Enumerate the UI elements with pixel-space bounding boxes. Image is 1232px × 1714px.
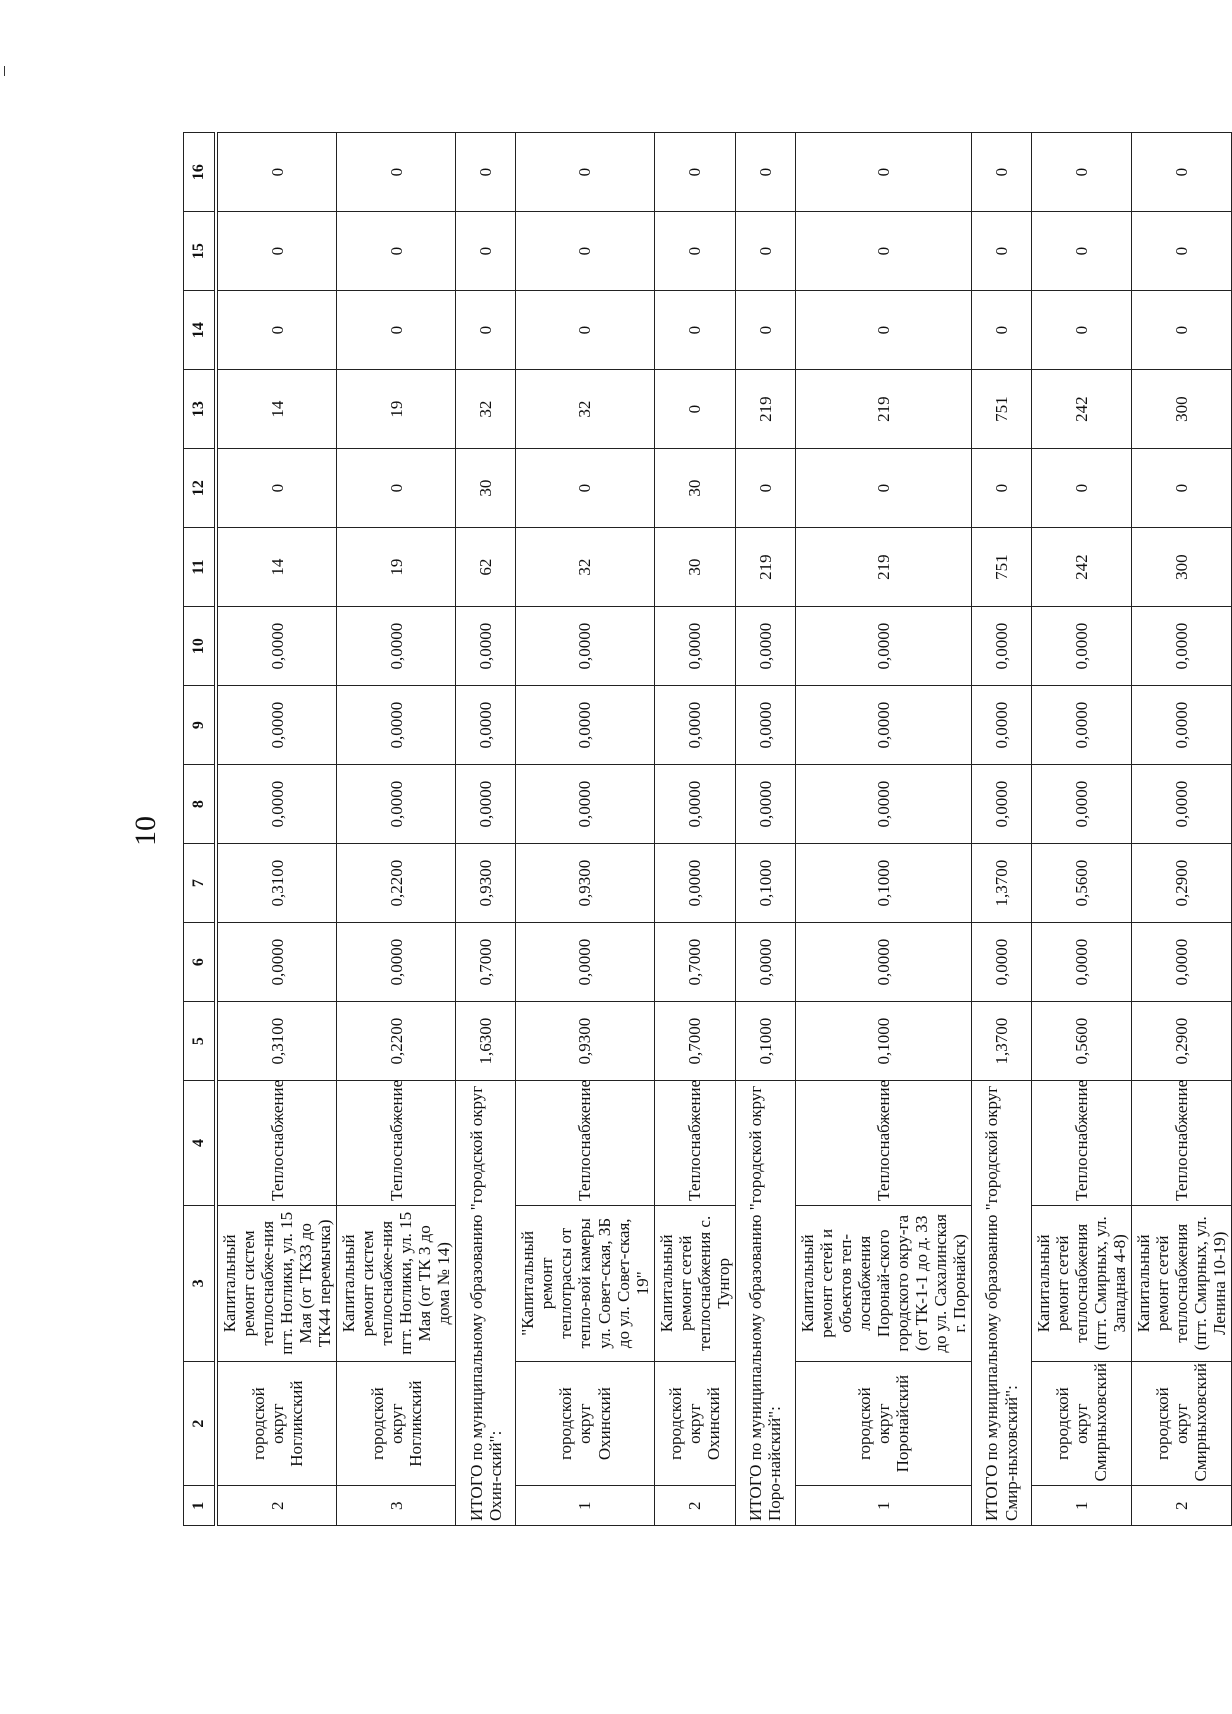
- total-label: ИТОГО по муниципальному образованию "городской округ Охин-ский":: [456, 1081, 516, 1526]
- table-cell: 0,0000: [654, 607, 735, 686]
- table-cell: 300: [1132, 370, 1232, 449]
- scan-mark: [4, 66, 5, 76]
- table-cell: 0,7000: [654, 923, 735, 1002]
- table-cell: 0: [1032, 212, 1132, 291]
- table-cell: 0: [216, 212, 337, 291]
- table-cell: 0: [1132, 291, 1232, 370]
- table-cell: 0,0000: [216, 686, 337, 765]
- table-cell: 0: [795, 291, 971, 370]
- table-cell: 0,0000: [972, 686, 1032, 765]
- table-cell: 2: [1132, 1486, 1232, 1526]
- table-cell: 751: [972, 528, 1032, 607]
- table-cell: 0,9300: [516, 1002, 654, 1081]
- table-cell: 0: [216, 291, 337, 370]
- table-cell: 0,0000: [216, 765, 337, 844]
- table-cell: 0: [972, 449, 1032, 528]
- table-cell: 0,0000: [1032, 765, 1132, 844]
- table-cell: 1: [516, 1486, 654, 1526]
- rotated-table-container: [183, 132, 1230, 1526]
- table-cell: Капитальный ремонт систем теплоснабже-ния пгт. Ноглики, ул. 15 Мая (от ТК 3 до дома № 14): [337, 1205, 456, 1361]
- table-cell: 0,0000: [735, 765, 795, 844]
- table-cell: Теплоснабжение: [795, 1081, 971, 1206]
- table-cell: 0,0000: [795, 765, 971, 844]
- table-cell: 0,0000: [1132, 765, 1232, 844]
- table-cell: 0,0000: [654, 686, 735, 765]
- table-cell: 0,0000: [337, 686, 456, 765]
- table-body: [216, 133, 1232, 1526]
- total-row: [735, 133, 795, 1526]
- table-cell: 0: [456, 212, 516, 291]
- column-header: 1: [184, 1486, 217, 1526]
- table-row: [516, 133, 654, 1526]
- table-cell: городской округ Поронайский: [795, 1361, 971, 1486]
- table-cell: 0,0000: [735, 607, 795, 686]
- table-cell: Теплоснабжение: [516, 1081, 654, 1206]
- table-cell: 32: [516, 370, 654, 449]
- table-cell: 0: [456, 291, 516, 370]
- table-cell: городской округ Охинский: [654, 1361, 735, 1486]
- table-cell: 0: [735, 212, 795, 291]
- table-cell: 0: [516, 133, 654, 212]
- table-cell: 0,0000: [516, 765, 654, 844]
- table-cell: 0,0000: [1032, 923, 1132, 1002]
- table-cell: 0: [972, 291, 1032, 370]
- table-row: [1132, 133, 1232, 1526]
- table-cell: 30: [654, 528, 735, 607]
- table-cell: 1: [795, 1486, 971, 1526]
- table-cell: 1,3700: [972, 844, 1032, 923]
- table-cell: 19: [337, 370, 456, 449]
- table-cell: 14: [216, 370, 337, 449]
- table-cell: Теплоснабжение: [654, 1081, 735, 1206]
- column-header: 5: [184, 1002, 217, 1081]
- table-cell: 0,0000: [337, 607, 456, 686]
- table-row: [654, 133, 735, 1526]
- column-header: 13: [184, 370, 217, 449]
- table-cell: 0: [735, 291, 795, 370]
- table-cell: Теплоснабжение: [1032, 1081, 1132, 1206]
- table-cell: 0,0000: [1132, 607, 1232, 686]
- column-header: 7: [184, 844, 217, 923]
- column-header: 9: [184, 686, 217, 765]
- table-cell: городской округ Ногликский: [337, 1361, 456, 1486]
- table-cell: 0,0000: [735, 923, 795, 1002]
- table-row: [1032, 133, 1132, 1526]
- table-cell: 0: [516, 449, 654, 528]
- table-cell: 0,0000: [735, 686, 795, 765]
- table-cell: 0: [337, 212, 456, 291]
- table-cell: 0: [337, 449, 456, 528]
- table-cell: 0: [1032, 133, 1132, 212]
- table-cell: 0: [654, 212, 735, 291]
- column-header: 2: [184, 1361, 217, 1486]
- column-header: 15: [184, 212, 217, 291]
- table-cell: 0: [1032, 449, 1132, 528]
- table-cell: 14: [216, 528, 337, 607]
- table-cell: 219: [795, 370, 971, 449]
- table-cell: 0,0000: [972, 923, 1032, 1002]
- table-cell: 30: [456, 449, 516, 528]
- table-cell: 0,0000: [1032, 607, 1132, 686]
- table-row: [795, 133, 971, 1526]
- page-number: 10: [129, 816, 162, 846]
- table-row: [216, 133, 337, 1526]
- table-cell: 0,7000: [654, 1002, 735, 1081]
- table-cell: 32: [516, 528, 654, 607]
- column-header: 4: [184, 1081, 217, 1206]
- table-cell: 242: [1032, 370, 1132, 449]
- column-header: 6: [184, 923, 217, 1002]
- table-cell: 0,9300: [456, 844, 516, 923]
- table-cell: 0,3100: [216, 1002, 337, 1081]
- table-cell: Теплоснабжение: [1132, 1081, 1232, 1206]
- table-cell: городской округ Смирныховский: [1032, 1361, 1132, 1486]
- data-table: [183, 132, 1232, 1526]
- table-cell: 0,5600: [1032, 844, 1132, 923]
- table-cell: 0,0000: [456, 765, 516, 844]
- table-cell: 219: [795, 528, 971, 607]
- column-header: 14: [184, 291, 217, 370]
- table-cell: 0: [1132, 133, 1232, 212]
- table-cell: 0: [972, 212, 1032, 291]
- table-cell: 0: [216, 449, 337, 528]
- table-cell: Теплоснабжение: [216, 1081, 337, 1206]
- table-cell: 0: [795, 212, 971, 291]
- table-cell: 30: [654, 449, 735, 528]
- total-label: ИТОГО по муниципальному образованию "городской округ Поро-найский":: [735, 1081, 795, 1526]
- table-cell: 0,0000: [337, 923, 456, 1002]
- table-cell: 0,0000: [972, 765, 1032, 844]
- table-cell: 0: [795, 449, 971, 528]
- column-header: 16: [184, 133, 217, 212]
- table-cell: 242: [1032, 528, 1132, 607]
- table-cell: 0: [1132, 449, 1232, 528]
- table-cell: 1,6300: [456, 1002, 516, 1081]
- table-cell: 19: [337, 528, 456, 607]
- table-cell: 751: [972, 370, 1032, 449]
- table-cell: 2: [654, 1486, 735, 1526]
- table-cell: городской округ Ногликский: [216, 1361, 337, 1486]
- table-cell: 0,1000: [795, 1002, 971, 1081]
- table-cell: 0: [456, 133, 516, 212]
- table-cell: 0: [1132, 212, 1232, 291]
- table-cell: 0,2900: [1132, 844, 1232, 923]
- table-cell: 0,2200: [337, 844, 456, 923]
- table-cell: городской округ Охинский: [516, 1361, 654, 1486]
- table-cell: 0,0000: [654, 844, 735, 923]
- table-cell: Капитальный ремонт сетей теплоснабжения (пгт. Смирных, ул. Ленина 10-19): [1132, 1205, 1232, 1361]
- table-cell: 3: [337, 1486, 456, 1526]
- table-cell: Капитальный ремонт сетей и объектов теп-лоснабжения Поронай-ского городского окру-га (от ТК-1-1 до д. 33 до ул. Сахалинская г. Поронайск): [795, 1205, 971, 1361]
- table-cell: 0,2200: [337, 1002, 456, 1081]
- table-cell: 219: [735, 528, 795, 607]
- column-header: 11: [184, 528, 217, 607]
- table-cell: 300: [1132, 528, 1232, 607]
- table-cell: 0,2900: [1132, 1002, 1232, 1081]
- table-cell: 62: [456, 528, 516, 607]
- table-cell: Капитальный ремонт сетей теплоснабжения (пгт. Смирных, ул. Западная 4-8): [1032, 1205, 1132, 1361]
- column-header: 8: [184, 765, 217, 844]
- table-cell: 0,0000: [795, 607, 971, 686]
- column-header: 10: [184, 607, 217, 686]
- table-cell: городской округ Смирныховский: [1132, 1361, 1232, 1486]
- table-cell: 0,0000: [1132, 686, 1232, 765]
- table-cell: 0: [337, 291, 456, 370]
- table-cell: 0: [516, 291, 654, 370]
- table-cell: 0,0000: [456, 686, 516, 765]
- table-cell: 0: [972, 133, 1032, 212]
- table-cell: 0,0000: [1032, 686, 1132, 765]
- table-cell: 0,0000: [795, 686, 971, 765]
- table-cell: 0: [337, 133, 456, 212]
- table-cell: 0,0000: [516, 923, 654, 1002]
- table-cell: 1,3700: [972, 1002, 1032, 1081]
- total-label: ИТОГО по муниципальному образованию "городской округ Смир-ныховский":: [972, 1081, 1032, 1526]
- table-cell: 2: [216, 1486, 337, 1526]
- table-cell: 0,0000: [216, 923, 337, 1002]
- total-row: [972, 133, 1032, 1526]
- column-header: 3: [184, 1205, 217, 1361]
- column-header: 12: [184, 449, 217, 528]
- table-cell: 0,0000: [516, 607, 654, 686]
- table-cell: 0: [1032, 291, 1132, 370]
- table-cell: 0: [735, 133, 795, 212]
- table-cell: 0,5600: [1032, 1002, 1132, 1081]
- table-cell: 0,0000: [516, 686, 654, 765]
- table-cell: 0: [654, 291, 735, 370]
- table-cell: 0,7000: [456, 923, 516, 1002]
- table-cell: 0,1000: [795, 844, 971, 923]
- table-cell: 0: [735, 449, 795, 528]
- table-cell: 1: [1032, 1486, 1132, 1526]
- table-cell: 0: [654, 370, 735, 449]
- table-cell: 219: [735, 370, 795, 449]
- table-cell: 0: [795, 133, 971, 212]
- table-cell: 0,1000: [735, 844, 795, 923]
- table-cell: Капитальный ремонт систем теплоснабже-ния пгт. Ноглики, ул. 15 Мая (от ТК33 до ТК44 перемычка): [216, 1205, 337, 1361]
- table-cell: Капитальный ремонт сетей теплоснабжения с. Тунгор: [654, 1205, 735, 1361]
- table-cell: 0: [516, 212, 654, 291]
- table-cell: 0,1000: [735, 1002, 795, 1081]
- table-cell: 0,0000: [1132, 923, 1232, 1002]
- total-row: [456, 133, 516, 1526]
- table-cell: 0,0000: [456, 607, 516, 686]
- table-cell: 0,0000: [216, 607, 337, 686]
- table-cell: 0,0000: [972, 607, 1032, 686]
- table-cell: 0,3100: [216, 844, 337, 923]
- table-cell: 0,0000: [795, 923, 971, 1002]
- table-row: [337, 133, 456, 1526]
- table-cell: "Капитальный ремонт теплотрассы от тепло-вой камеры ул. Совет-ская, 3Б до ул. Совет-ская, 19": [516, 1205, 654, 1361]
- table-cell: 0,9300: [516, 844, 654, 923]
- table-header-row: [184, 133, 217, 1526]
- table-cell: 32: [456, 370, 516, 449]
- table-cell: Теплоснабжение: [337, 1081, 456, 1206]
- table-cell: 0,0000: [337, 765, 456, 844]
- table-cell: 0: [654, 133, 735, 212]
- table-cell: 0: [216, 133, 337, 212]
- table-cell: 0,0000: [654, 765, 735, 844]
